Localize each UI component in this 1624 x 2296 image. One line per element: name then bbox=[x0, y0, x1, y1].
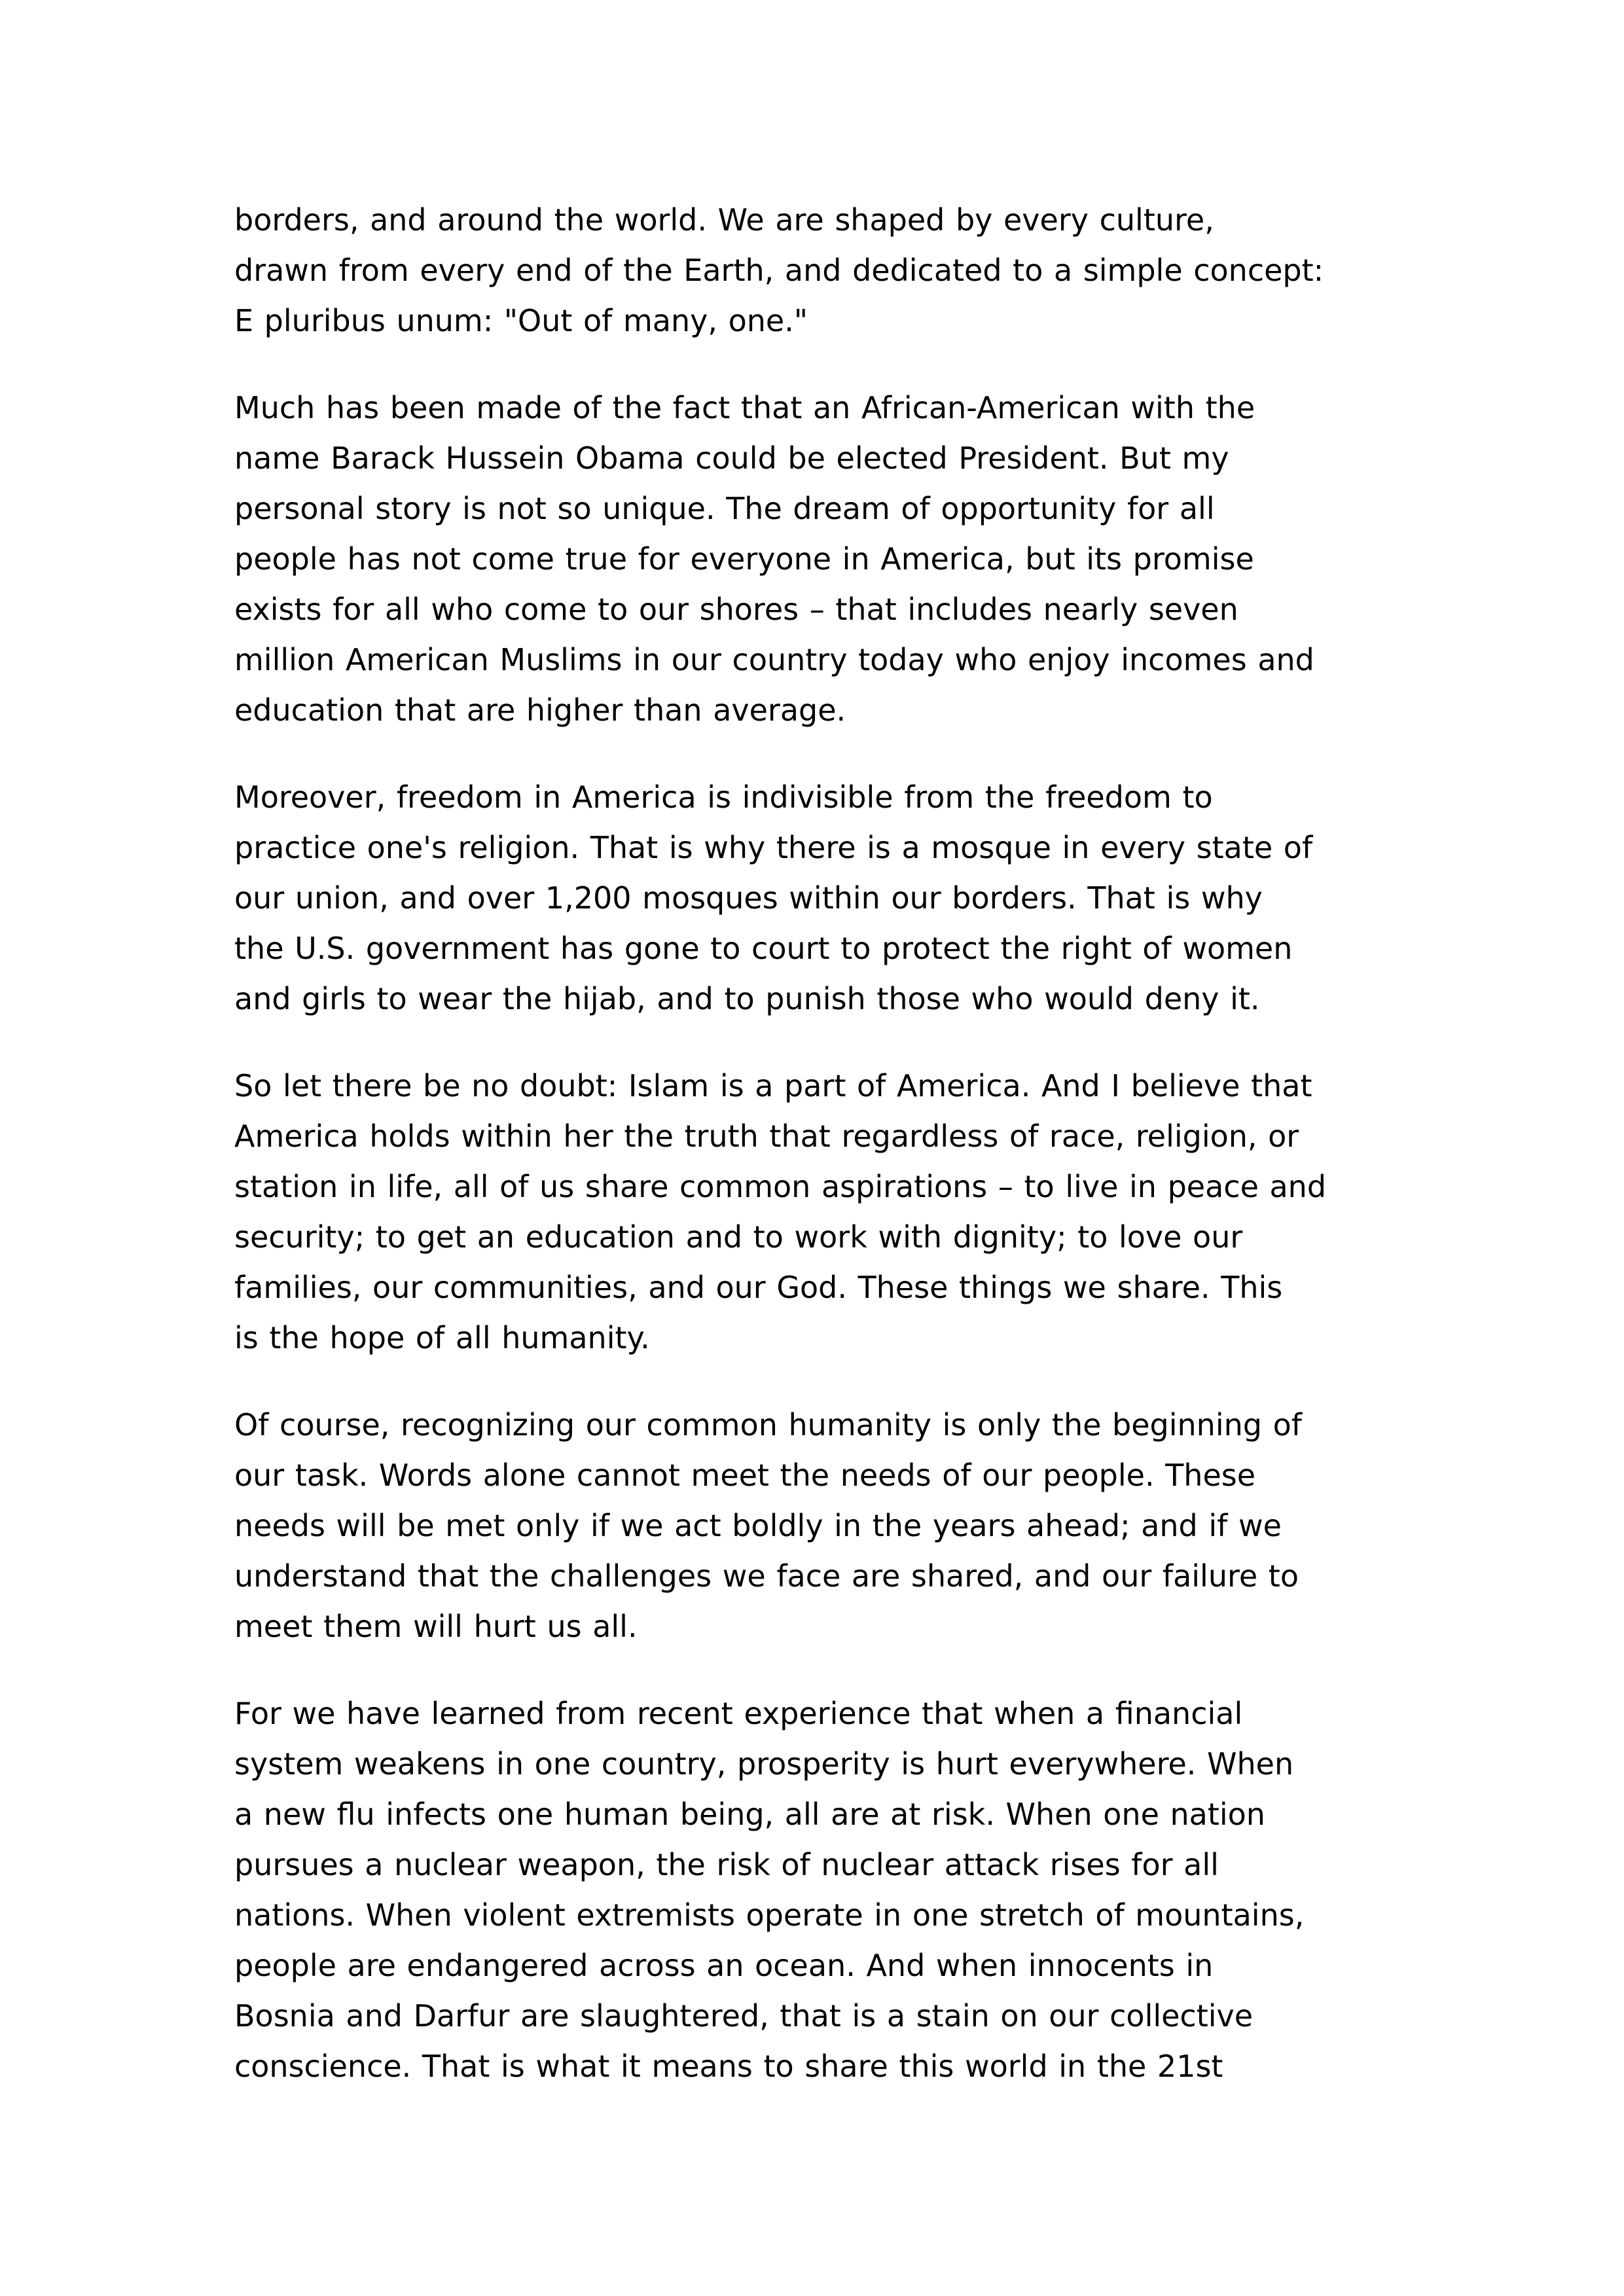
text-line: understand that the challenges we face are shared, and our failure to bbox=[234, 1558, 1299, 1594]
text-line: security; to get an education and to work with dignity; to love our bbox=[234, 1219, 1243, 1255]
text-line: So let there be no doubt: Islam is a part of America. And I believe that bbox=[234, 1068, 1312, 1103]
text-line: system weakens in one country, prosperity is hurt everywhere. When bbox=[234, 1746, 1294, 1782]
text-line: people has not come true for everyone in America, but its promise bbox=[234, 541, 1254, 577]
text-line: personal story is not so unique. The dream of opportunity for all bbox=[234, 491, 1215, 526]
paragraph bbox=[234, 195, 1413, 346]
text-line: pursues a nuclear weapon, the risk of nuclear attack rises for all bbox=[234, 1847, 1219, 1882]
text-line: is the hope of all humanity. bbox=[234, 1320, 650, 1355]
text-line: For we have learned from recent experience that when a financial bbox=[234, 1696, 1243, 1731]
text-line: the U.S. government has gone to court to protect the right of women bbox=[234, 931, 1293, 966]
paragraph bbox=[234, 1400, 1413, 1652]
text-line: our union, and over 1,200 mosques within our borders. That is why bbox=[234, 880, 1263, 916]
paragraph bbox=[234, 1689, 1413, 2092]
text-line: million American Muslims in our country today who enjoy incomes and bbox=[234, 642, 1314, 677]
text-line: a new flu infects one human being, all are at risk. When one nation bbox=[234, 1797, 1265, 1832]
text-line: people are endangered across an ocean. And when innocents in bbox=[234, 1948, 1214, 1983]
text-line: needs will be met only if we act boldly in the years ahead; and if we bbox=[234, 1508, 1282, 1543]
text-line: our task. Words alone cannot meet the needs of our people. These bbox=[234, 1458, 1256, 1493]
text-line: nations. When violent extremists operate in one stretch of mountains, bbox=[234, 1897, 1305, 1933]
document-text-block bbox=[234, 195, 1413, 2128]
text-line: station in life, all of us share common aspirations – to live in peace and bbox=[234, 1169, 1327, 1204]
text-line: name Barack Hussein Obama could be elected President. But my bbox=[234, 440, 1229, 476]
text-line: meet them will hurt us all. bbox=[234, 1609, 638, 1644]
text-line: exists for all who come to our shores – that includes nearly seven bbox=[234, 592, 1238, 627]
text-line: and girls to wear the hijab, and to punish those who would deny it. bbox=[234, 981, 1260, 1016]
paragraph bbox=[234, 1061, 1413, 1363]
text-line: conscience. That is what it means to share this world in the 21st bbox=[234, 2049, 1223, 2084]
text-line: drawn from every end of the Earth, and dedicated to a simple concept: bbox=[234, 253, 1324, 288]
text-line: E pluribus unum: "Out of many, one." bbox=[234, 303, 808, 338]
text-line: Bosnia and Darfur are slaughtered, that is a stain on our collective bbox=[234, 1998, 1254, 2034]
text-line: America holds within her the truth that regardless of race, religion, or bbox=[234, 1119, 1299, 1154]
text-line: education that are higher than average. bbox=[234, 692, 846, 728]
text-line: Moreover, freedom in America is indivisible from the freedom to bbox=[234, 780, 1213, 815]
text-line: Of course, recognizing our common humanity is only the beginning of bbox=[234, 1407, 1302, 1443]
paragraph bbox=[234, 772, 1413, 1024]
text-line: Much has been made of the fact that an African-American with the bbox=[234, 390, 1255, 425]
paragraph bbox=[234, 383, 1413, 736]
text-line: families, our communities, and our God. These things we share. This bbox=[234, 1270, 1283, 1305]
text-line: practice one's religion. That is why there is a mosque in every state of bbox=[234, 830, 1313, 865]
text-line: borders, and around the world. We are shaped by every culture, bbox=[234, 202, 1214, 238]
